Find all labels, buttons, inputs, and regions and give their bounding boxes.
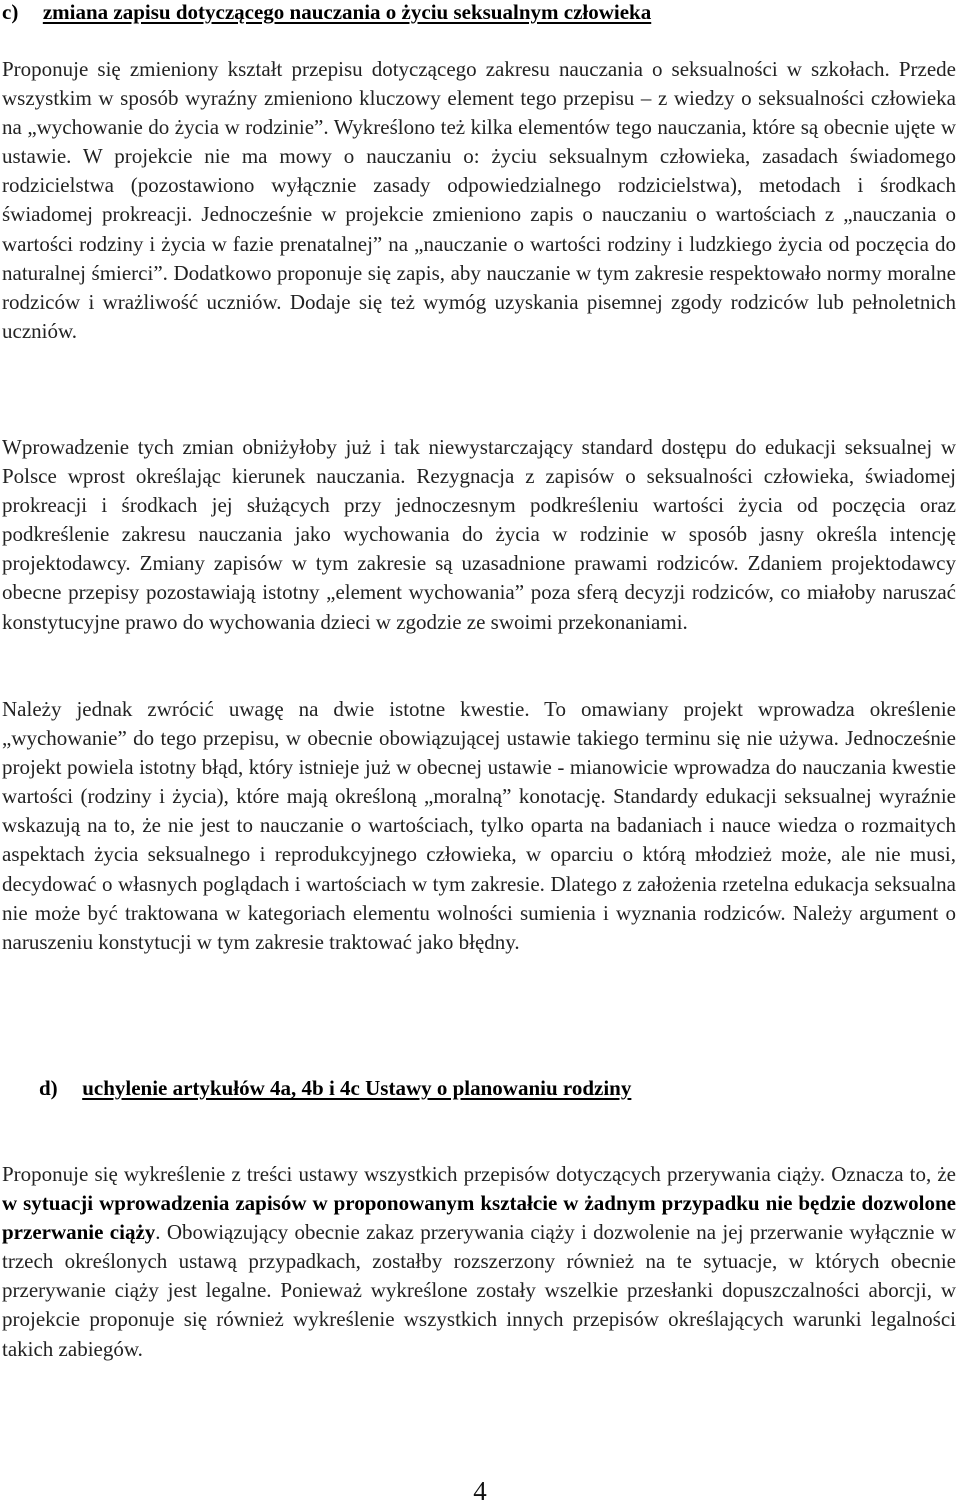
section-letter-c: c) (2, 0, 19, 24)
paragraph-c-3: Należy jednak zwrócić uwagę na dwie istotne kwestie. To omawiany projekt wprowadza określenie „wychowanie” do tego przepisu, w obecnie obowiązującej ustawie takiego terminu się nie używa. Jednocześnie projekt powiela istotny błąd, który istnieje już w obecnej ustawie - mianowicie wprowadza do nauczania kwestie wartości (rodziny i życia), które mają określoną „moralną” konotację. Standardy edukacji seksualnej wyraźnie wskazują na to, że nie jest to nauczanie o wartościach, tylko oparta na badaniach i nauce wiedza o rozmaitych aspektach życia seksualnego i reprodukcyjnego człowieka, w oparciu o którą młodzież może, ale nie musi, decydować o własnych poglądach i wartościach w tym zakresie. Dlatego z założenia rzetelna edukacja seksualna nie może być traktowana w kategoriach elementu wolności sumienia i wyznania rodziców. Należy argument o naruszeniu konstytucji w tym zakresie traktować jako błędny. (2, 697, 956, 954)
paragraph-c-1: Proponuje się zmieniony kształt przepisu dotyczącego zakresu nauczania o seksualności w szkołach. Przede wszystkim w sposób wyraźny zmieniono kluczowy element tego przepisu – z wiedzy o seksualności człowieka na „wychowanie do życia w rodzinie”. Wykreślono też kilka elementów tego nauczania, które są obecnie ujęte w ustawie. W projekcie nie ma mowy o nauczaniu o: życiu seksualnym człowieka, zasadach świadomego rodzicielstwa (pozostawiono wyłącznie zasady odpowiedzialnego rodzicielstwa), metodach i środkach świadomej prokreacji. Jednocześnie w projekcie zmieniono zapis o nauczaniu o wartościach z „nauczania o wartości rodziny i życia w fazie prenatalnej” na „nauczanie o wartości rodziny i ludzkiego życia od poczęcia do naturalnej śmierci”. Dodatkowo proponuje się zapis, aby nauczanie w tym zakresie respektowało normy moralne rodziców i wrażliwość uczniów. Dodaje się też wymóg uzyskania pisemnej zgody rodziców lub pełnoletnich uczniów. (2, 57, 956, 343)
section-letter-d: d) (39, 1076, 58, 1100)
section-title-c: zmiana zapisu dotyczącego nauczania o życiu seksualnym człowieka (42, 0, 652, 24)
paragraph-c-2: Wprowadzenie tych zmian obniżyłoby już i tak niewystarczający standard dostępu do edukacji seksualnej w Polsce wprost określając kierunek nauczania. Rezygnacja z zapisów o seksualności człowieka, świadomej prokreacji i środkach jej służących przy jednoczesnym podkreśleniu wartości życia od poczęcia oraz podkreślenie zakresu nauczania jako wychowania do życia w rodzinie w sposób jasny określa intencję projektodawcy. Zmiany zapisów w tym zakresie są uzasadnione prawami rodziców. Zdaniem projektodawcy obecne przepisy pozostawiają istotny „element wychowania” poza sferą decyzji rodziców, co miałoby naruszać konstytucyjne prawo do wychowania dzieci w zgodzie ze swoimi przekonaniami. (2, 435, 956, 634)
section-heading-c (2, 0, 651, 24)
page-number: 4 (473, 1476, 487, 1506)
paragraph-d-part2: . Obowiązujący obecnie zakaz przerywania ciąży i dozwolenie na jej przerwanie wyłącznie w trzech określonych ustawą przypadkach, zostałby rozszerzony również na te sytuacje, w których obecnie przerywanie ciąży jest legalne. Ponieważ wykreślone zostały wszelkie przesłanki dopuszczalności aborcji, w projekcie proponuje się również wykreślenie wszystkich innych przepisów określających warunki legalności takich zabiegów. (2, 1220, 956, 1361)
section-heading-d (39, 1076, 631, 1100)
paragraph-d-part1: Proponuje się wykreślenie z treści ustawy wszystkich przepisów dotyczących przerywania ciąży. Oznacza to, że (2, 1162, 956, 1186)
paragraph-d (2, 1160, 956, 1364)
paragraph-d-bold: w sytuacji wprowadzenia zapisów w proponowanym kształcie w żadnym przypadku nie będzie dozwolone przerwanie ciąży (2, 1191, 956, 1245)
section-title-d: uchylenie artykułów 4a, 4b i 4c Ustawy o planowaniu rodziny (82, 1076, 632, 1100)
